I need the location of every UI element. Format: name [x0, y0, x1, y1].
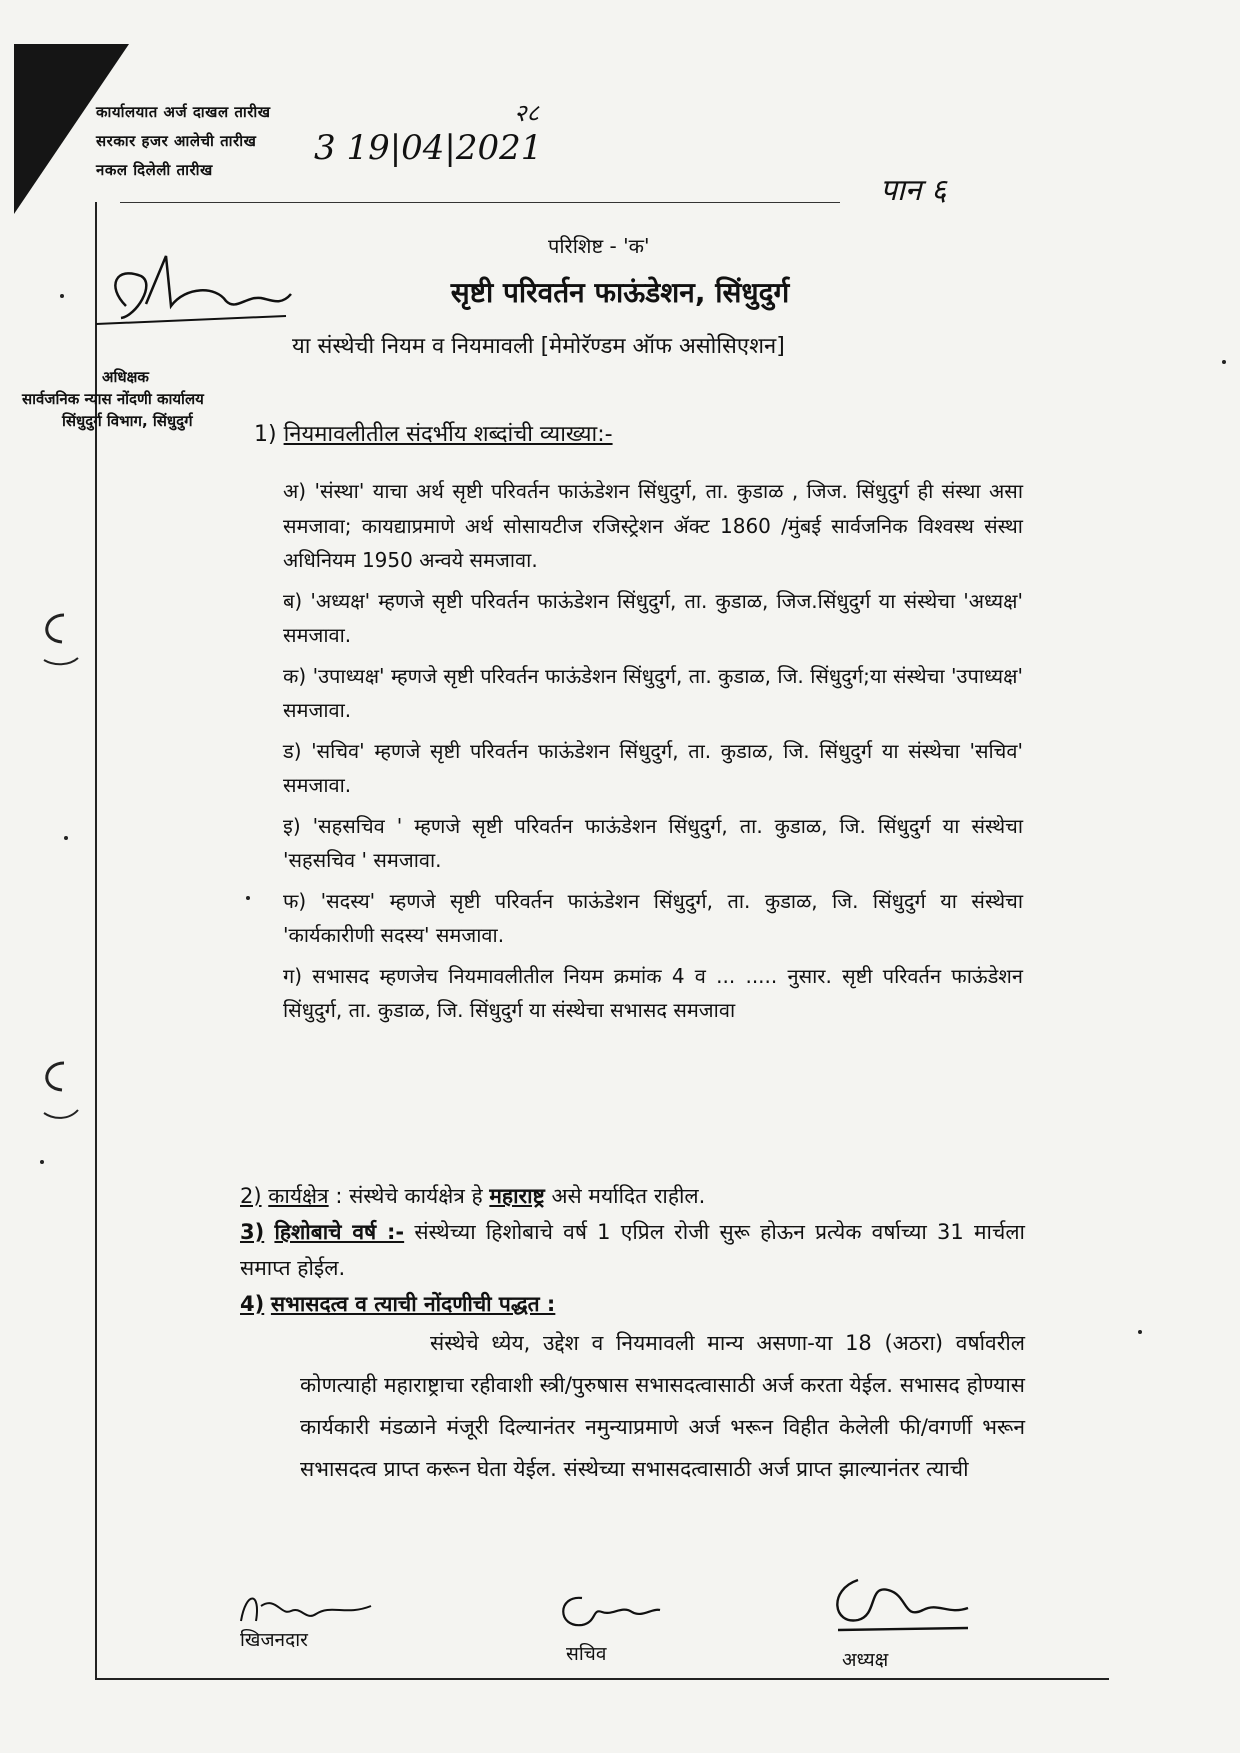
organization-name: सृष्टी परिवर्तन फाऊंडेशन, सिंधुदुर्ग [450, 276, 790, 309]
section-title: सभासदत्व व त्याची नोंदणीची पद्धत : [270, 1292, 556, 1316]
definition-item: अ) 'संस्था' याचा अर्थ सृष्टी परिवर्तन फाऊंडेशन सिंधुदुर्ग, ता. कुडाळ , जिज. सिंधुदुर्ग ही संस्था असा समजावा; कायद्याप्रमाणे अर्थ सोसायटीज रजिस्ट्रेशन ॲक्ट 1860 /मुंबई सार्वजनिक विश्वस्थ संस्था अधिनियम 1950 अन्वये समजावा. [283, 479, 1023, 572]
section-4-text: संस्थेचे ध्येय, उद्देश व नियमावली मान्य असणा-या 18 (अठरा) वर्षावरील कोणत्याही महाराष्ट्राचा रहीवाशी स्त्री/पुरुषास सभासदत्वासाठी अर्ज करता येईल. सभासद होण्यास कार्यकारी मंडळाने मंजूरी दिल्यानंतर नमुन्याप्रमाणे अर्ज भरून विहीत केलेली फी/वगर्णी भरून सभासदत्व प्राप्त करून घेता येईल. संस्थेच्या सभासदत्वासाठी अर्ज प्राप्त झाल्यानंतर त्याची [300, 1331, 1025, 1481]
section-title: हिशोबाचे वर्ष :- [274, 1220, 405, 1244]
section-text: असे मर्यादित राहील. [544, 1184, 706, 1208]
rules-sections [240, 1178, 1025, 1490]
top-border [120, 202, 840, 203]
section-number: 2) [240, 1184, 262, 1208]
section-number: 1) [254, 422, 277, 447]
section-title: नियमावलीतील संदर्भीय शब्दांची व्याख्या:- [283, 422, 613, 447]
page-mark: २८ [514, 99, 539, 127]
stamp-officer: अधिक्षक [102, 368, 149, 386]
section-text: : संस्थेचे कार्यक्षेत्र हे [328, 1184, 490, 1208]
registrar-stamp [22, 366, 204, 432]
receipt-stamp [96, 98, 271, 185]
stamp-office: सार्वजनिक न्यास नोंदणी कार्यालय [22, 390, 204, 408]
section-number: 4) [240, 1292, 265, 1316]
scan-speck [40, 1160, 44, 1164]
rules-title: या संस्थेची नियम व नियमावली [मेमोरॅण्डम ऑफ असोसिएशन] [292, 334, 785, 359]
president-label: अध्यक्ष [842, 1649, 889, 1671]
punch-hole [34, 610, 84, 670]
secretary-label: सचिव [566, 1643, 607, 1665]
definition-item: फ) 'सदस्य' म्हणजे सृष्टी परिवर्तन फाऊंडेशन सिंधुदुर्ग, ता. कुडाळ, जि. सिंधुदुर्ग या संस्थेचा 'कार्यकारीणी सदस्य' समजावा. [283, 888, 1023, 947]
scan-speck [1222, 360, 1226, 364]
section-3 [240, 1214, 1025, 1286]
definition-item: ग) सभासद म्हणजेच नियमावलीतील नियम क्रमांक 4 व ... ..... नुसार. सृष्टी परिवर्तन फाऊंडेशन सिंधुदुर्ग, ता. कुडाळ, जि. सिंधुदुर्ग या संस्थेचा सभासद समजावा [283, 963, 1023, 1022]
section-4 [240, 1286, 1025, 1322]
definition-item: इ) 'सहसचिव ' म्हणजे सृष्टी परिवर्तन फाऊंडेशन सिंधुदुर्ग, ता. कुडाळ, जि. सिंधुदुर्ग या संस्थेचा 'सहसचिव ' समजावा. [283, 813, 1023, 872]
secretary-signature [552, 1590, 662, 1635]
section-number: 3) [240, 1220, 265, 1244]
definition-item: ब) 'अध्यक्ष' म्हणजे सृष्टी परिवर्तन फाऊंडेशन सिंधुदुर्ग, ता. कुडाळ, जिज.सिंधुदुर्ग या संस्थेचा 'अध्यक्ष' समजावा. [283, 588, 1023, 647]
folio-number: पान ६ [880, 173, 947, 208]
definitions-list [283, 474, 1023, 1034]
stamp-line: नकल दिलेली तारीख [96, 161, 213, 179]
treasurer-label: खिजनदार [240, 1629, 308, 1651]
scan-speck [60, 294, 64, 298]
scan-speck [246, 896, 250, 900]
section-1-heading [254, 418, 613, 448]
section-2 [240, 1178, 1025, 1214]
appendix-label: परिशिष्ट - 'क' [548, 234, 650, 258]
section-text: संस्थेच्या हिशोबाचे वर्ष 1 एप्रिल रोजी सुरू होऊन प्रत्येक वर्षाच्या 31 मार्चला समाप्त होईल. [240, 1220, 1025, 1280]
stamp-line: कार्यालयात अर्ज दाखल तारीख [96, 103, 271, 121]
stamp-division: सिंधुदुर्ग विभाग, सिंधुदुर्ग [62, 412, 193, 430]
president-signature [818, 1570, 978, 1640]
scan-speck [1138, 1330, 1142, 1334]
stamp-line: सरकार हजर आलेची तारीख [96, 132, 257, 150]
scan-speck [64, 836, 68, 840]
area-value: महाराष्ट्र [489, 1184, 545, 1208]
definition-item: क) 'उपाध्यक्ष' म्हणजे सृष्टी परिवर्तन फाऊंडेशन सिंधुदुर्ग, ता. कुडाळ, जि. सिंधुदुर्ग;या संस्थेचा 'उपाध्यक्ष' समजावा. [283, 663, 1023, 722]
section-title: कार्यक्षेत्र [268, 1184, 329, 1208]
definition-item: ड) 'सचिव' म्हणजे सृष्टी परिवर्तन फाऊंडेशन सिंधुदुर्ग, ता. कुडाळ, जि. सिंधुदुर्ग या संस्थेचा 'सचिव' समजावा. [283, 738, 1023, 797]
received-date: 3 19|04|2021 [314, 128, 543, 168]
punch-hole [34, 1058, 84, 1128]
